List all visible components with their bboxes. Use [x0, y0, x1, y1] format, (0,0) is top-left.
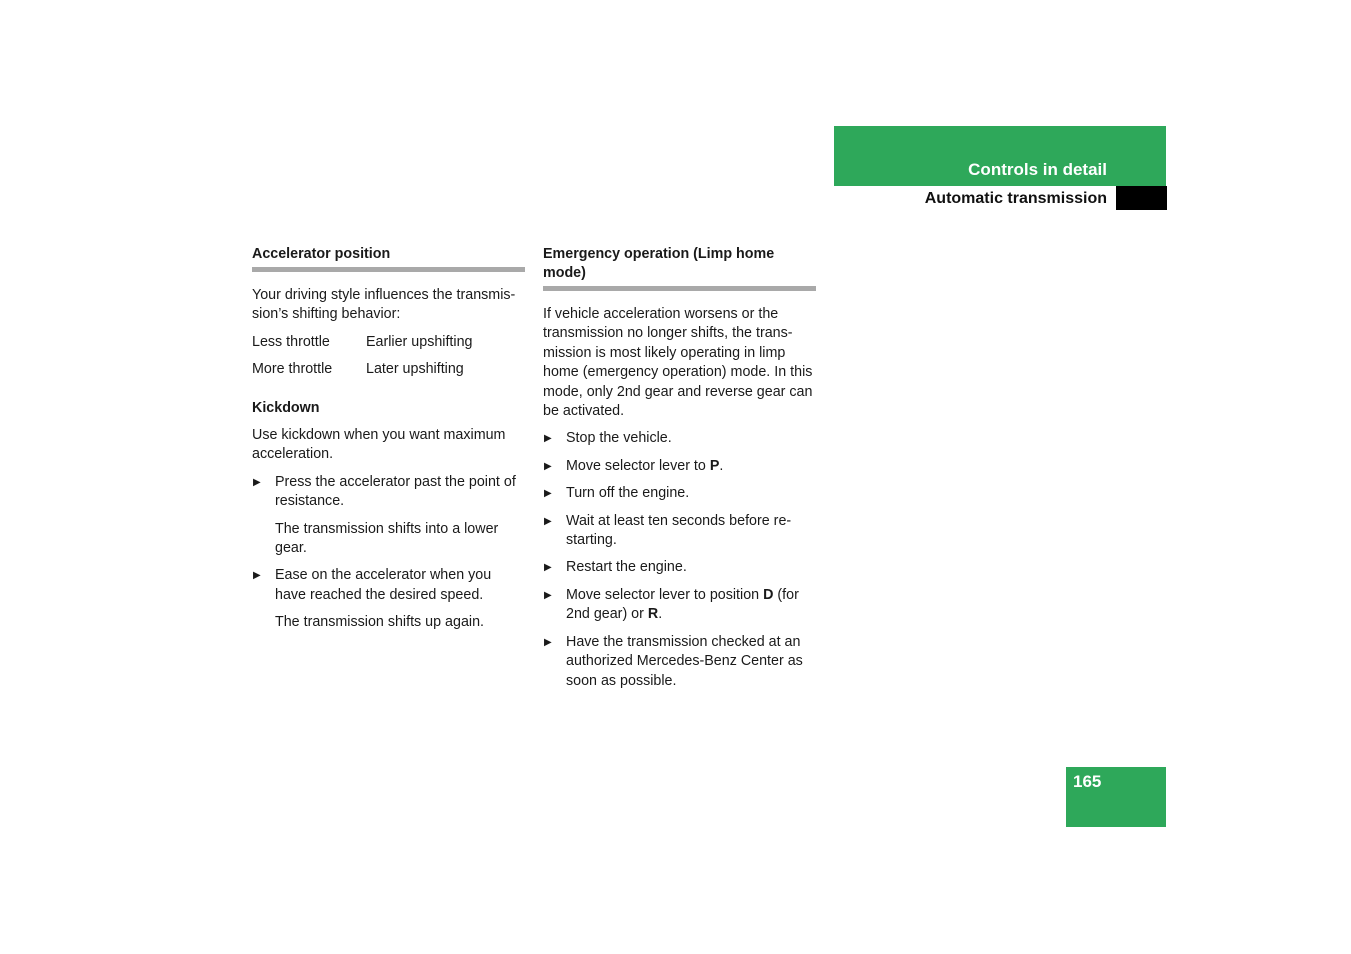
emergency-step — [543, 558, 816, 577]
throttle-row — [252, 333, 525, 352]
kickdown-step — [252, 566, 525, 605]
step-text-part: . — [658, 606, 663, 623]
step-text — [566, 458, 723, 474]
step-text: Press the accelerator past the point of resistance. — [275, 473, 516, 510]
shift-result-cell: Later upshifting — [366, 361, 464, 378]
step-text-part: Move selector lever to position — [566, 586, 764, 603]
bullet-arrow-icon: ▶ — [253, 570, 261, 582]
emergency-step — [543, 429, 816, 448]
kickdown-step — [252, 473, 525, 512]
kickdown-heading: Kickdown — [252, 399, 320, 416]
kickdown-intro: Use kickdown when you want maximum acceleration. — [252, 427, 506, 463]
step-text: Have the transmission checked at an authorized Mercedes-Benz Center as soon as possible. — [566, 633, 803, 689]
emergency-step — [543, 512, 816, 551]
emergency-step — [543, 484, 816, 503]
bullet-arrow-icon: ▶ — [544, 589, 552, 601]
gear-position-r: R — [647, 606, 659, 623]
gear-position-d: D — [763, 586, 774, 603]
subsection-title: Automatic transmission — [924, 190, 1107, 207]
bullet-arrow-icon: ▶ — [544, 515, 552, 527]
throttle-row — [252, 360, 525, 379]
page-number-box — [1066, 767, 1166, 827]
left-column — [252, 245, 525, 641]
bullet-arrow-icon: ▶ — [544, 636, 552, 648]
throttle-cell: Less throttle — [252, 333, 330, 350]
step-text-part: (for 2nd gear) or — [566, 586, 799, 623]
emergency-step — [543, 586, 816, 625]
step-text-part: Move selector lever to — [566, 457, 710, 474]
emergency-operation-heading: Emergency operation (Limp home mode) — [543, 245, 816, 291]
step-text: Stop the vehicle. — [566, 430, 672, 447]
emergency-step — [543, 633, 816, 691]
emergency-intro: If vehicle acceleration worsens or the transmission no longer shifts, the trans-mission is most likely operating in limp home (emergency operation) mode. In this mode, only 2nd gear and reverse gear can be activated. — [543, 306, 813, 420]
throttle-cell: More throttle — [252, 361, 333, 378]
step-text — [566, 587, 799, 622]
bullet-arrow-icon: ▶ — [544, 562, 552, 574]
step-text-part: . — [719, 457, 724, 474]
step-text: Restart the engine. — [566, 559, 687, 576]
step-result: The transmission shifts into a lower gear. — [275, 520, 499, 557]
bullet-arrow-icon: ▶ — [544, 460, 552, 472]
emergency-step — [543, 457, 816, 476]
shift-result-cell: Earlier upshifting — [366, 333, 473, 350]
section-tab-marker — [1116, 186, 1167, 210]
section-title: Controls in detail — [968, 160, 1107, 179]
step-result: The transmission shifts up again. — [275, 614, 484, 631]
gear-position-p: P — [709, 457, 720, 474]
page-number: 165 — [1073, 772, 1102, 791]
step-text: Ease on the accelerator when you have reached the desired speed. — [275, 567, 492, 603]
step-text: Wait at least ten seconds before re-starting. — [566, 512, 792, 549]
accelerator-intro: Your driving style influences the transmis-sion’s shifting behavior: — [252, 287, 516, 323]
bullet-arrow-icon: ▶ — [544, 488, 552, 500]
bullet-arrow-icon: ▶ — [253, 476, 261, 488]
right-column — [543, 245, 816, 699]
section-header-band — [834, 126, 1166, 186]
bullet-arrow-icon: ▶ — [544, 433, 552, 445]
step-text: Turn off the engine. — [566, 485, 690, 502]
accelerator-position-heading: Accelerator position — [252, 245, 525, 272]
